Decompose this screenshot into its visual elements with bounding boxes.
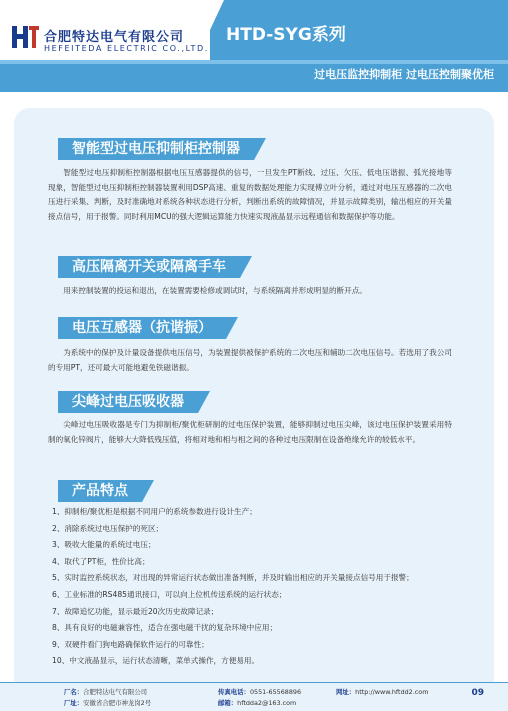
page-header: [0, 0, 508, 92]
footer-fax-value: 0551-65568896: [249, 688, 302, 696]
section-text-controller: 智能型过电压抑制柜控制器根据电压互感器提供的信号，一旦发生PT断线、过压、欠压、低电压谐振、弧光接地等现象，智能型过电压抑制柜控制器装置利用DSP高速、重复的数据处理能力实现傅立叶分析，通过对电压互感器的二次电压进行采集、判断，及时准确地对系统各种状态进行分析，判断出系统的故障情况，并显示故障类别，输出相应的开关量接点信号，用于报警。同时利用MCU的强大逻辑运算能力快速实现液晶显示远程通信和数据保护等功能。: [48, 168, 452, 221]
footer-fax-label: 传真电话：: [218, 688, 250, 696]
header-stripe: [0, 60, 508, 64]
footer-email-value[interactable]: hftdda2@163.com: [237, 699, 297, 707]
list-item: 4、取代了PT柜，性价比高；: [52, 556, 150, 566]
series-title: HTD-SYG系列: [226, 25, 346, 45]
section-title-pt: 电压互感器（抗谐振）: [58, 317, 226, 339]
header-subtitle: 过电压监控抑制柜 过电压控制聚优柜: [314, 68, 494, 81]
footer-web-label: 网址：: [336, 688, 356, 696]
list-item: 2、消除系统过电压保护的死区；: [52, 523, 164, 533]
section-title-features: 产品特点: [58, 480, 142, 502]
htd-logo-icon: [10, 24, 40, 52]
page-number: 09: [471, 688, 484, 698]
company-name-cn: 合肥特达电气有限公司: [44, 30, 185, 45]
footer-web: [336, 687, 428, 696]
footer-factory: [64, 687, 147, 696]
footer-email-label: 邮箱：: [218, 699, 238, 707]
footer-address-label: 厂址：: [64, 699, 84, 707]
page-footer: [0, 682, 508, 711]
company-name-en: HEFEITEDA ELECTRIC CO.,LTD.: [44, 44, 209, 53]
list-item: 3、吸收大能量的系统过电压；: [52, 540, 156, 550]
section-text-isolator: 用来控制装置的投运和退出，在装置需要检修或调试时，与系统隔离并形成明显的断开点。: [63, 286, 367, 295]
section-text-absorber: 尖峰过电压吸收器是专门为抑制柜/聚优柜研制的过电压保护装置，能够抑制过电压尖峰，该过电压保护装置采用特制的氧化锌阀片，能够大大降低残压值，将相对地和相与相之间的各种过电压限制在设备绝缘允许的较低水平。: [48, 420, 452, 444]
footer-factory-label: 厂名：: [64, 688, 84, 696]
list-item: 5、实时监控系统状态，对出现的异常运行状态做出准备判断，并及时输出相应的开关量接点信号用于报警；: [52, 573, 414, 583]
list-item: 9、双硬件看门狗电路确保软件运行的可靠性；: [52, 639, 209, 649]
list-item: 10、中文液晶显示，运行状态清晰，菜单式操作，方便易用。: [52, 656, 260, 666]
section-text-pt: 为系统中的保护及计量设备提供电压信号，为装置提供被保护系统的二次电压和辅助二次电压信号。若选用了我公司的专用PT，还可最大可能地避免铁磁谐振。: [48, 348, 452, 372]
section-title-isolator: 高压隔离开关或隔离手车: [58, 256, 240, 278]
footer-fax: [218, 687, 301, 696]
list-item: 1、抑制柜/聚优柜是根据不同用户的系统参数进行设计生产；: [52, 507, 257, 516]
footer-web-link[interactable]: http://www.hftdd2.com: [355, 688, 429, 696]
section-title-absorber: 尖峰过电压吸收器: [58, 391, 198, 413]
footer-factory-value: 合肥特达电气有限公司: [83, 688, 148, 696]
section-title-controller: 智能型过电压抑制柜控制器: [58, 138, 254, 160]
list-item: 6、工业标准的RS485通讯接口，可以向上位机传送系统的运行状态；: [52, 589, 287, 599]
list-item: 7、故障追忆功能，显示最近20次历史故障记录；: [52, 606, 219, 616]
list-item: 8、具有良好的电磁兼容性，适合在强电磁干扰的复杂环境中应用；: [52, 623, 278, 633]
footer-address: [64, 698, 151, 707]
feature-list: [52, 504, 452, 670]
footer-email: [218, 698, 296, 707]
footer-address-value: 安徽省合肥市神龙岗2号: [83, 699, 152, 707]
